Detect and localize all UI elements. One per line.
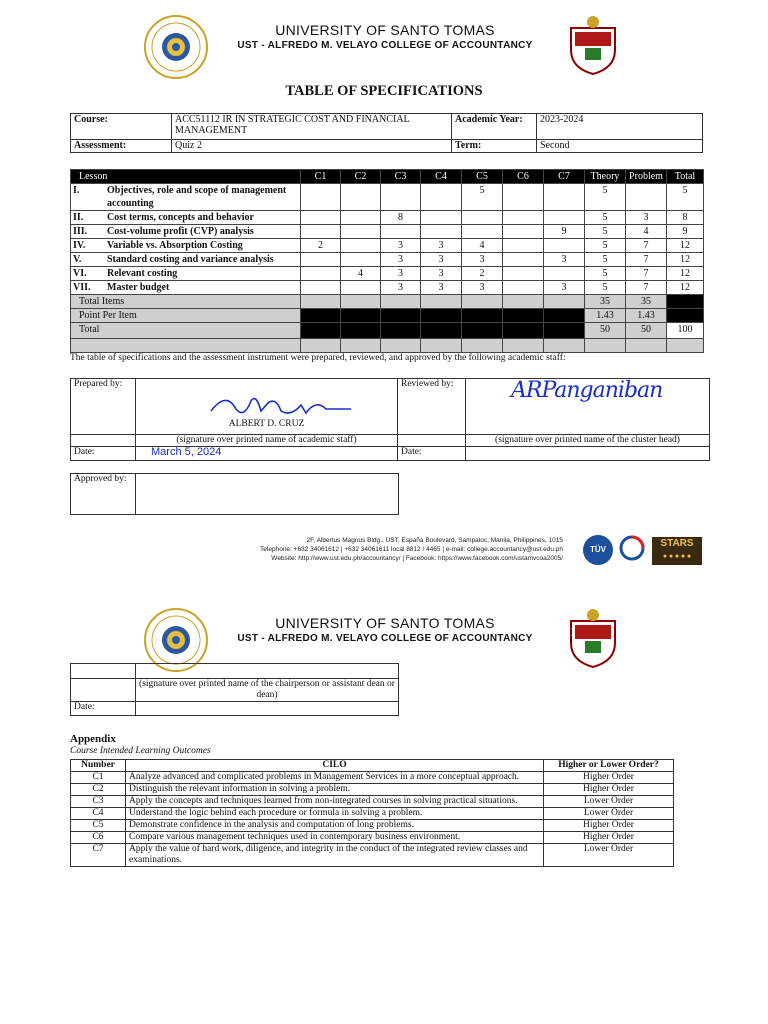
theory-cell: 5	[585, 239, 626, 253]
cilo-header-order: Higher or Lower Order?	[544, 760, 674, 772]
cilo-row	[71, 796, 674, 808]
lesson-number: VI.	[73, 268, 87, 279]
total-cell: 12	[667, 267, 704, 281]
cilo-count-c1	[301, 267, 341, 281]
total-cell: 8	[667, 211, 704, 225]
cilo-count-c7	[544, 211, 585, 225]
academic-year-value: 2023-2024	[537, 114, 703, 140]
prepared-signature-scribble	[206, 389, 356, 423]
college-crest-logo	[563, 14, 623, 76]
cilo-order: Lower Order	[544, 844, 674, 867]
cilo-count-c7: 3	[544, 281, 585, 295]
cilo-description: Apply the value of hard work, diligence, and integrity in the conduct of the integrated review classes and examinations.	[126, 844, 544, 867]
lesson-cell	[71, 281, 301, 295]
cilo-order: Lower Order	[544, 796, 674, 808]
reviewed-signature-area	[466, 379, 710, 435]
college-name-page2: UST - ALFREDO M. VELAYO COLLEGE OF ACCOUNTANCY	[237, 633, 533, 644]
point-per-item-row	[71, 309, 704, 323]
cilo-count-c3: 3	[381, 281, 421, 295]
cilo-count-c5: 2	[462, 267, 503, 281]
problem-cell: 7	[626, 281, 667, 295]
document-title: TABLE OF SPECIFICATIONS	[285, 83, 483, 99]
lesson-title: Cost-volume profit (CVP) analysis	[107, 226, 254, 237]
cilo-count-c2	[341, 184, 381, 211]
term-label: Term:	[452, 140, 537, 153]
tos-row	[71, 267, 704, 281]
cilo-count-c4	[421, 184, 462, 211]
reviewed-caption: (signature over printed name of the cluster head)	[466, 435, 710, 447]
header-c2: C2	[341, 170, 381, 184]
cilo-number: C4	[71, 808, 126, 820]
cilo-description: Demonstrate confidence in the analysis and computation of long problems.	[126, 820, 544, 832]
total-row	[71, 323, 704, 339]
cilo-row	[71, 772, 674, 784]
cilo-count-c7	[544, 184, 585, 211]
university-name: UNIVERSITY OF SANTO TOMAS	[275, 22, 495, 38]
appendix-subtitle: Course Intended Learning Outcomes	[70, 746, 211, 756]
cilo-description: Distinguish the relevant information in solving a problem.	[126, 784, 544, 796]
lesson-number: II.	[73, 212, 84, 223]
cilo-description: Understand the logic behind each procedure or formula in solving a problem.	[126, 808, 544, 820]
cilo-count-c2: 4	[341, 267, 381, 281]
theory-cell: 5	[585, 281, 626, 295]
cilo-count-c2	[341, 281, 381, 295]
cilo-count-c1: 2	[301, 239, 341, 253]
cilo-order: Lower Order	[544, 808, 674, 820]
tos-row	[71, 211, 704, 225]
course-value: ACC51112 IR IN STRATEGIC COST AND FINANCIAL MANAGEMENT	[172, 114, 452, 140]
assessment-value: Quiz 2	[172, 140, 452, 153]
course-info-table	[70, 113, 703, 153]
theory-cell: 5	[585, 225, 626, 239]
quality-badge-icon	[619, 535, 645, 565]
cilo-count-c5: 3	[462, 281, 503, 295]
cilo-count-c4	[421, 225, 462, 239]
lesson-number: IV.	[73, 240, 86, 251]
lesson-title: Master budget	[107, 282, 170, 293]
prepared-date: March 5, 2024	[136, 447, 398, 461]
total-items-theory: 35	[585, 295, 626, 309]
ust-seal-logo	[143, 14, 209, 80]
problem-cell: 4	[626, 225, 667, 239]
total-cell: 12	[667, 253, 704, 267]
cilo-count-c3: 3	[381, 267, 421, 281]
cilo-description: Compare various management techniques used in contemporary business environment.	[126, 832, 544, 844]
cilo-count-c2	[341, 225, 381, 239]
cilo-count-c2	[341, 253, 381, 267]
total-items-problem: 35	[626, 295, 667, 309]
total-problem: 50	[626, 323, 667, 339]
cilo-count-c4: 3	[421, 253, 462, 267]
cilo-count-c6	[503, 281, 544, 295]
cilo-number: C1	[71, 772, 126, 784]
cilo-count-c1	[301, 184, 341, 211]
lesson-title: Standard costing and variance analysis	[107, 254, 274, 265]
point-per-item-label: Point Per Item	[71, 309, 301, 323]
cilo-count-c7: 3	[544, 253, 585, 267]
cilo-row	[71, 844, 674, 867]
lesson-cell	[71, 184, 301, 211]
reviewed-date-label: Date:	[398, 447, 466, 461]
total-items-row	[71, 295, 704, 309]
header-c7: C7	[544, 170, 585, 184]
prepared-date-label: Date:	[71, 447, 136, 461]
prepared-name: ALBERT D. CRUZ	[228, 419, 305, 429]
lesson-title: Relevant costing	[107, 268, 178, 279]
cilo-header-cilo: CILO	[126, 760, 544, 772]
cilo-count-c1	[301, 225, 341, 239]
course-label: Course:	[71, 114, 172, 140]
header-c1: C1	[301, 170, 341, 184]
assessment-label: Assessment:	[71, 140, 172, 153]
cilo-count-c7: 9	[544, 225, 585, 239]
header-total: Total	[667, 170, 704, 184]
approved-date-label: Date:	[71, 702, 136, 716]
tuv-badge: TÜV	[583, 535, 613, 565]
header-c4: C4	[421, 170, 462, 184]
footer-address	[160, 536, 563, 563]
lesson-number: V.	[73, 254, 82, 265]
cilo-count-c6	[503, 211, 544, 225]
cilo-count-c2	[341, 239, 381, 253]
cilo-header-number: Number	[71, 760, 126, 772]
header-c6: C6	[503, 170, 544, 184]
header-c3: C3	[381, 170, 421, 184]
footer-line-3: Website: http://www.ust.edu.ph/accountancy/ | Facebook: https://www.facebook.com/ustamvcoa2005/	[271, 555, 563, 562]
term-value: Second	[537, 140, 703, 153]
reviewed-by-label: Reviewed by:	[398, 379, 466, 435]
cilo-count-c1	[301, 281, 341, 295]
cilo-count-c3: 8	[381, 211, 421, 225]
cilo-table	[70, 759, 674, 867]
cilo-row	[71, 784, 674, 796]
stars-row-icon: ● ● ● ● ●	[662, 552, 692, 560]
approved-table	[70, 473, 399, 515]
point-per-item-problem: 1.43	[626, 309, 667, 323]
tos-row	[71, 225, 704, 239]
header-lesson: Lesson	[71, 170, 301, 184]
lesson-cell	[71, 239, 301, 253]
cilo-count-c6	[503, 239, 544, 253]
total-cell: 12	[667, 281, 704, 295]
total-cell: 5	[667, 184, 704, 211]
approved-by-label: Approved by:	[71, 474, 136, 515]
lesson-title: Cost terms, concepts and behavior	[107, 212, 254, 223]
cilo-count-c4	[421, 211, 462, 225]
theory-cell: 5	[585, 267, 626, 281]
cilo-count-c3	[381, 225, 421, 239]
cilo-description: Apply the concepts and techniques learned from non-integrated courses in solving practical situations.	[126, 796, 544, 808]
appendix-title: Appendix	[70, 733, 116, 745]
approved-continuation-table	[70, 663, 399, 716]
blank-row	[71, 339, 704, 353]
lesson-title: Objectives, role and scope of management accounting	[107, 185, 287, 209]
lesson-cell	[71, 211, 301, 225]
total-theory: 50	[585, 323, 626, 339]
cilo-count-c1	[301, 253, 341, 267]
stars-badge	[652, 537, 702, 565]
cilo-count-c7	[544, 267, 585, 281]
cilo-order: Higher Order	[544, 784, 674, 796]
cilo-number: C5	[71, 820, 126, 832]
college-crest-logo-page2	[563, 607, 623, 669]
academic-year-label: Academic Year:	[452, 114, 537, 140]
signature-table	[70, 378, 710, 461]
cilo-header-row	[71, 760, 674, 772]
reviewed-signature: ARPanganiban	[511, 378, 663, 403]
cilo-row	[71, 820, 674, 832]
total-cell: 9	[667, 225, 704, 239]
stars-label: STARS	[660, 538, 694, 549]
problem-cell: 3	[626, 211, 667, 225]
theory-cell: 5	[585, 253, 626, 267]
total-items-label: Total Items	[71, 295, 301, 309]
cilo-number: C3	[71, 796, 126, 808]
cilo-count-c4: 3	[421, 239, 462, 253]
cilo-count-c2	[341, 211, 381, 225]
lesson-cell	[71, 225, 301, 239]
point-per-item-theory: 1.43	[585, 309, 626, 323]
problem-cell: 7	[626, 267, 667, 281]
tos-row	[71, 184, 704, 211]
total-label: Total	[71, 323, 301, 339]
tos-row	[71, 239, 704, 253]
cilo-count-c3: 3	[381, 239, 421, 253]
lesson-cell	[71, 267, 301, 281]
header-theory: Theory	[585, 170, 626, 184]
cilo-count-c7	[544, 239, 585, 253]
lesson-cell	[71, 253, 301, 267]
cilo-count-c6	[503, 225, 544, 239]
lesson-number: III.	[73, 226, 88, 237]
problem-cell: 7	[626, 253, 667, 267]
cilo-count-c5	[462, 211, 503, 225]
cilo-count-c5: 4	[462, 239, 503, 253]
theory-cell: 5	[585, 184, 626, 211]
prepared-caption: (signature over printed name of academic staff)	[136, 435, 398, 447]
grand-total: 100	[667, 323, 704, 339]
cilo-count-c1	[301, 211, 341, 225]
lesson-number: I.	[73, 185, 80, 196]
tos-row	[71, 253, 704, 267]
cilo-count-c4: 3	[421, 281, 462, 295]
tos-row	[71, 281, 704, 295]
lesson-title: Variable vs. Absorption Costing	[107, 240, 243, 251]
cilo-count-c3: 3	[381, 253, 421, 267]
cilo-order: Higher Order	[544, 820, 674, 832]
university-name-page2: UNIVERSITY OF SANTO TOMAS	[275, 615, 495, 631]
footer-line-2: Telephone: +632 34061612 | +632 34061611 local 8812 / 4465 | e-mail: college.accountancy@ust.edu.ph	[260, 546, 563, 553]
header-problem: Problem	[626, 170, 667, 184]
cilo-description: Analyze advanced and complicated problems in Management Services in a more conceptual approach.	[126, 772, 544, 784]
tos-header-row	[71, 170, 704, 184]
theory-cell: 5	[585, 211, 626, 225]
cilo-number: C6	[71, 832, 126, 844]
total-cell: 12	[667, 239, 704, 253]
cilo-row	[71, 832, 674, 844]
cilo-count-c3	[381, 184, 421, 211]
cilo-count-c6	[503, 184, 544, 211]
cilo-count-c6	[503, 253, 544, 267]
lesson-number: VII.	[73, 282, 91, 293]
cilo-number: C7	[71, 844, 126, 867]
college-name: UST - ALFREDO M. VELAYO COLLEGE OF ACCOUNTANCY	[237, 40, 533, 51]
cilo-count-c6	[503, 267, 544, 281]
cilo-order: Higher Order	[544, 772, 674, 784]
cilo-count-c5: 5	[462, 184, 503, 211]
header-c5: C5	[462, 170, 503, 184]
cilo-number: C2	[71, 784, 126, 796]
problem-cell: 7	[626, 239, 667, 253]
specifications-table	[70, 169, 704, 353]
cilo-row	[71, 808, 674, 820]
cilo-count-c5: 3	[462, 253, 503, 267]
prepared-by-label: Prepared by:	[71, 379, 136, 435]
approval-note: The table of specifications and the assessment instrument were prepared, reviewed, and approved by the following academic staff:	[70, 353, 566, 363]
cilo-count-c4: 3	[421, 267, 462, 281]
prepared-signature-area	[136, 379, 398, 435]
footer-line-1: 2F, Albertus Magnus Bldg., UST, España Boulevard, Sampaloc, Manila, Philippines, 1015	[306, 537, 563, 544]
cilo-count-c5	[462, 225, 503, 239]
problem-cell	[626, 184, 667, 211]
approved-caption: (signature over printed name of the chairperson or assistant dean or dean)	[136, 679, 399, 702]
cilo-order: Higher Order	[544, 832, 674, 844]
